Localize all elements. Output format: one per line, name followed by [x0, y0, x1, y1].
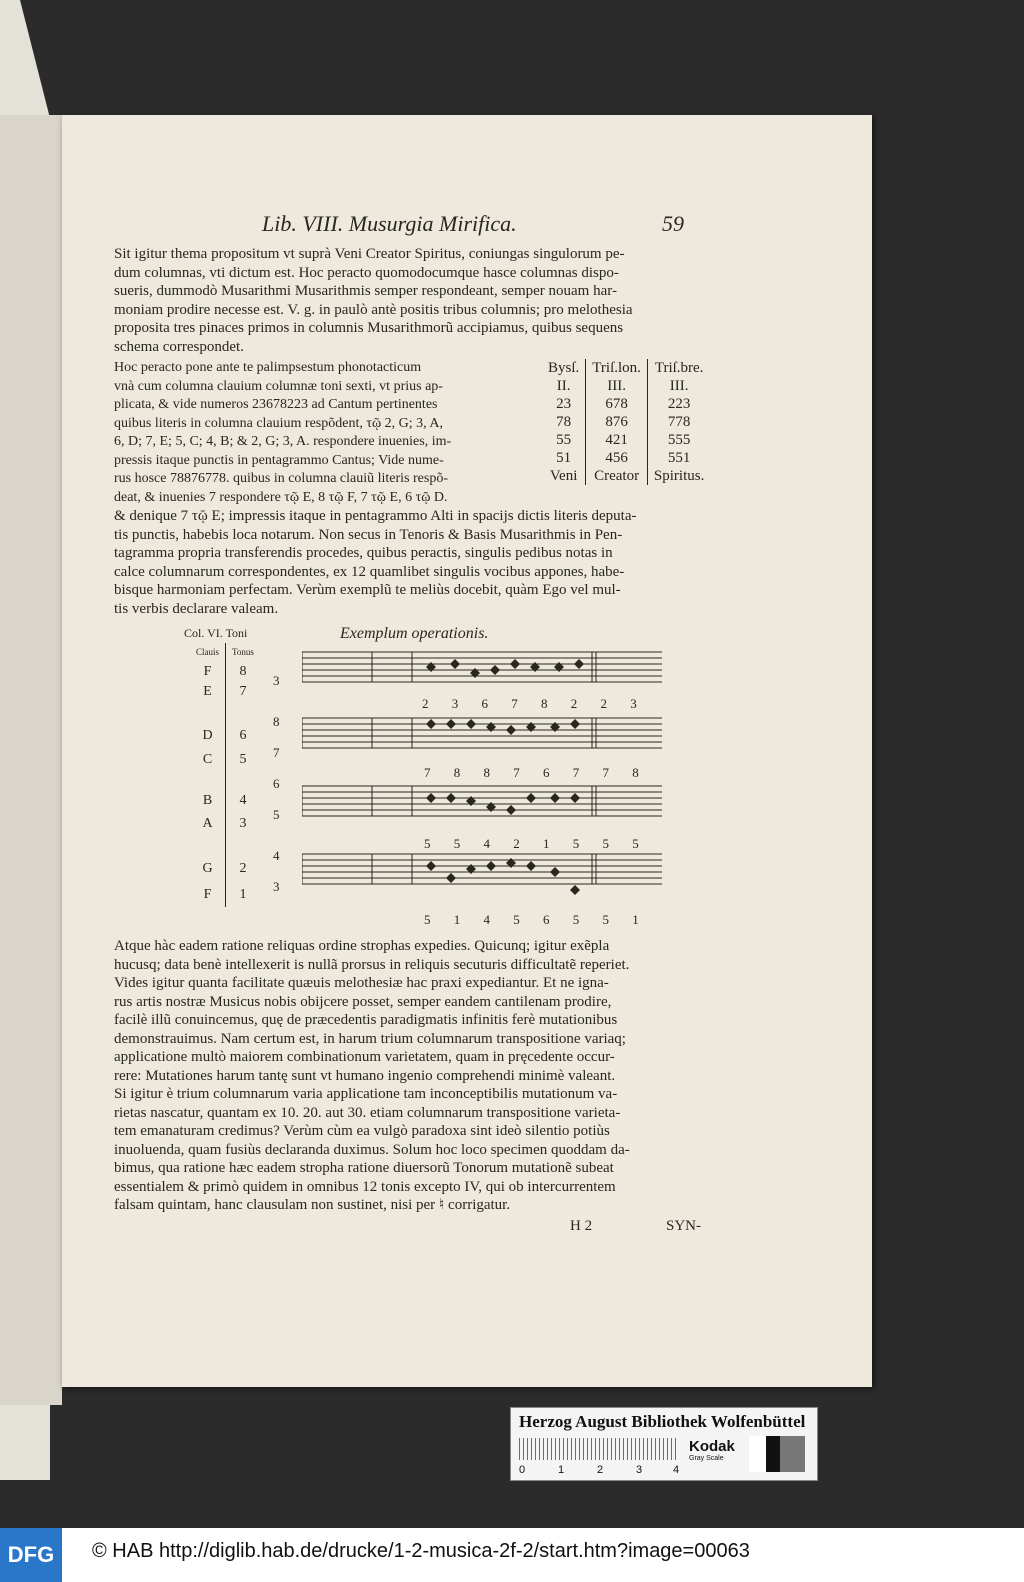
- ruler-number: 0: [519, 1464, 526, 1476]
- table-cell: 555: [647, 431, 710, 449]
- key-row: [190, 683, 260, 721]
- table-cell: 876: [586, 413, 648, 431]
- staff-numbers-bassus: 5 1 4 5 6 5 5 1: [424, 912, 649, 927]
- staff-altus: [302, 718, 662, 748]
- clauis-cell: F: [203, 664, 212, 679]
- text-line: hucusq; data benè intellexerit is nullã prorsus in reliquis secuturis difficultatẽ reperiet.: [114, 956, 630, 973]
- library-color-card: [510, 1407, 818, 1481]
- table-row: [542, 395, 710, 413]
- text-line: rus artis nostræ Musicus nobis obijcere posset, semper eandem cantilenam prodire,: [114, 993, 612, 1010]
- clauis-cell: D: [202, 728, 213, 743]
- running-header: Lib. VIII. Musurgia Mirifica.: [262, 211, 517, 236]
- table-cell: III.: [586, 377, 648, 395]
- text-line: rietas nascatur, quantam ex 10. 20. aut 30. etiam columnarum transpositione varieta-: [114, 1104, 621, 1121]
- staff-notation: [302, 640, 662, 930]
- clauis-cell: B: [202, 793, 213, 808]
- table-cell: Spiritus.: [647, 467, 710, 485]
- tonus-cell: 4: [226, 787, 260, 815]
- text-line: Vides igitur quanta facilitate quæuis melothesiæ hac praxi expediantur. Et ne igna-: [114, 975, 609, 991]
- table-row: [542, 413, 710, 431]
- text-line: sueris, dummodò Musarithmi Musarithmis semper respondeant, semper nouam har-: [114, 283, 617, 299]
- tonus-cell: 8: [226, 661, 260, 683]
- key-row: [190, 751, 260, 787]
- text-line: vnà cum columna clauium columnæ toni sexti, vt prius ap-: [114, 378, 443, 394]
- key-row: [190, 661, 260, 683]
- library-name: Herzog August Bibliothek Wolfenbüttel: [519, 1412, 806, 1431]
- left-page-fragment: [0, 115, 62, 1405]
- text-line: essentialem & primò quidem in omnibus 12 tonis excepto IV, qui ob intercurrentem: [114, 1178, 616, 1195]
- text-line: tis verbis declarare valeam.: [114, 600, 279, 617]
- staff-numbers-altus: 7 8 8 7 6 7 7 8: [424, 765, 649, 780]
- text-line: pressis itaque punctis in pentagrammo Cantus; Vide nume-: [114, 452, 444, 468]
- signature-mark: H 2: [570, 1218, 593, 1234]
- page-number: 59: [662, 211, 684, 236]
- staff-tenor: [302, 786, 662, 816]
- table-header: Clauis: [196, 647, 220, 657]
- keys-table: [190, 643, 260, 907]
- notes-altus: [426, 719, 580, 735]
- text-line: applicatione multò maiorem combinationum varietatem, quam in pręcedente occur-: [114, 1049, 615, 1065]
- staff-numbers-cantus: 2 3 6 7 8 2 2 3: [422, 696, 647, 711]
- text-line: schema correspondet.: [114, 338, 244, 355]
- text-line: plicata, & vide numeros 23678223 ad Cantum pertinentes: [114, 397, 438, 412]
- table-cell: Veni: [549, 468, 578, 484]
- table-header-row: [542, 359, 710, 377]
- book-page: [62, 115, 872, 1387]
- tonus-cell: 6: [226, 721, 260, 751]
- side-numbers: [273, 665, 280, 902]
- clauis-cell: A: [202, 816, 213, 831]
- table-header: Bysſ.: [548, 360, 580, 376]
- text-line: proposita tres pinaces primos in columnis Musarithmorũ accipiamus, quibus sequens: [114, 320, 624, 336]
- text-line: Atque hàc eadem ratione reliquas ordine strophas expedies. Quicunq; igitur exẽpla: [114, 938, 610, 954]
- dfg-logo: DFG: [0, 1528, 62, 1582]
- key-row: [190, 883, 260, 907]
- table-row: [542, 449, 710, 467]
- text-line: & denique 7 τῷ E; impressis itaque in pentagrammo Alti in spacijs dictis literis deputa-: [114, 508, 637, 524]
- table-cell: III.: [647, 377, 710, 395]
- clauis-cell: F: [203, 887, 212, 902]
- key-row: [190, 721, 260, 751]
- catchword: SYN-: [666, 1218, 702, 1234]
- tonus-cell: 5: [226, 751, 260, 787]
- side-number: 5: [273, 807, 280, 822]
- text-line: quibus literis in columna clauium respõdent, τῷ 2, G; 3, A,: [114, 415, 444, 431]
- text-line: deat, & inuenies 7 respondere τῷ E, 8 τῷ F, 7 τῷ E, 6 τῷ D.: [114, 489, 448, 505]
- clauis-cell: G: [202, 861, 213, 876]
- staff-bassus: [302, 854, 662, 884]
- text-line: facilè illũ conuincemus, quę de præcedentis paradigmatis infinitis ferè mutationibus: [114, 1012, 618, 1028]
- example-title: Exemplum operationis.: [340, 625, 489, 642]
- tonus-cell: 1: [226, 883, 260, 907]
- table-header: Triſ.lon.: [586, 359, 648, 377]
- paragraph-2-left: [114, 359, 451, 507]
- text-line: tis punctis, habebis loca notarum. Non secus in Tenoris & Basis Musarithmis in Pen-: [114, 526, 623, 543]
- column-title: Col. VI. Toni: [184, 626, 248, 640]
- text-line: 6, D; 7, E; 5, C; 4, B; & 2, G; 3, A. respondere inuenies, im-: [114, 434, 452, 449]
- ruler-scale: [519, 1438, 679, 1460]
- gray-scale-patch: [749, 1436, 805, 1472]
- text-line: rus hosce 78876778. quibus in columna clauiũ literis respõ-: [114, 471, 448, 486]
- staff-numbers-tenor: 5 5 4 2 1 5 5 5: [424, 836, 649, 851]
- text-line: Hoc peracto pone ante te palimpsestum phonotacticum: [114, 360, 422, 375]
- text-line: demonstrauimus. Nam certum est, in harum trium columnarum transpositione variaq;: [114, 1030, 626, 1047]
- credit-link[interactable]: © HAB http://diglib.hab.de/drucke/1-2-musica-2f-2/start.htm?image=00063: [92, 1540, 750, 1562]
- ruler-number: 1: [558, 1464, 565, 1476]
- table-cell: 223: [647, 395, 710, 413]
- table-cell: 551: [647, 449, 710, 467]
- table-cell: 456: [586, 449, 648, 467]
- ruler-number: 2: [597, 1464, 604, 1476]
- tonus-cell: 3: [226, 815, 260, 855]
- kodak-logo: Kodak: [689, 1438, 735, 1455]
- table-row: [542, 377, 710, 395]
- side-number: 6: [273, 776, 280, 791]
- side-number: 3: [273, 879, 280, 894]
- paragraph-1: [114, 245, 633, 356]
- paragraph-2-continued: [114, 507, 636, 618]
- table-footer-row: [542, 467, 710, 485]
- gray-scale-label: Gray Scale: [689, 1455, 724, 1462]
- text-line: Sit igitur thema propositum vt suprà Veni Creator Spiritus, coniungas singulorum pe-: [114, 246, 625, 262]
- table-cell: 421: [586, 431, 648, 449]
- key-row: [190, 855, 260, 883]
- side-number: 4: [273, 848, 280, 863]
- ruler-number: 4: [673, 1464, 680, 1476]
- side-number: 3: [273, 673, 280, 688]
- table-cell: Creator: [586, 467, 648, 485]
- text-line: moniam prodire necesse est. V. g. in paulò antè positis tribus columnis; pro melothesia: [114, 301, 633, 318]
- table-cell: 778: [647, 413, 710, 431]
- text-line: dum columnas, vti dictum est. Hoc peracto quomodocumque hasce columnas dispo-: [114, 264, 619, 281]
- text-line: falsam quintam, hanc clausulam non sustinet, nisi per ♮ corrigatur.: [114, 1197, 511, 1213]
- text-line: inuoluenda, quam fusiùs declaranda duximus. Solum hoc loco specimen quoddam da-: [114, 1141, 630, 1158]
- melothesia-table: [542, 359, 710, 485]
- clauis-cell: E: [203, 684, 212, 699]
- text-line: tem emanaturam credimus? Verùm cùm ea vulgò paradoxa sint ideò silentio potiùs: [114, 1123, 610, 1139]
- side-number: 8: [273, 714, 280, 729]
- side-number: 7: [273, 745, 280, 760]
- table-row: [542, 431, 710, 449]
- clauis-cell: C: [202, 752, 213, 767]
- table-cell: 51: [556, 450, 572, 466]
- staff-cantus: [302, 652, 662, 682]
- text-line: bisque harmoniam perfectam. Verùm exemplũ te meliùs docebit, quàm Ego vel mul-: [114, 582, 621, 598]
- paragraph-3: [114, 937, 630, 1215]
- text-line: bimus, qua ratione hæc eadem stropha ratione diuersorũ Tonorum mutationẽ subeat: [114, 1160, 614, 1176]
- table-header-row: [190, 643, 260, 661]
- key-row: [190, 787, 260, 815]
- tonus-cell: 7: [226, 683, 260, 721]
- text-line: tagramma propria transferendis procedes, quibus peractis, singulis pedibus notas in: [114, 545, 613, 561]
- table-cell: II.: [556, 378, 571, 394]
- table-header: Tonus: [226, 643, 260, 661]
- tonus-cell: 2: [226, 855, 260, 883]
- table-cell: 78: [556, 414, 572, 430]
- ruler-number: 3: [636, 1464, 643, 1476]
- text-line: rere: Mutationes harum tantę sunt vt humano ingenio comprehendi minimè valeant.: [114, 1067, 616, 1084]
- table-header: Triſ.bre.: [647, 359, 710, 377]
- table-cell: 55: [556, 432, 572, 448]
- table-cell: 678: [586, 395, 648, 413]
- text-line: Si igitur è trium columnarum varia applicatione tam inconceptibilis mutationum va-: [114, 1086, 618, 1102]
- table-cell: 23: [556, 396, 572, 412]
- notes-cantus: [426, 659, 584, 678]
- text-line: calce columnarum correspondentes, ex 12 quamlibet singulis vocibus appones, habe-: [114, 563, 625, 580]
- key-row: [190, 815, 260, 855]
- notes-bassus: [426, 858, 580, 895]
